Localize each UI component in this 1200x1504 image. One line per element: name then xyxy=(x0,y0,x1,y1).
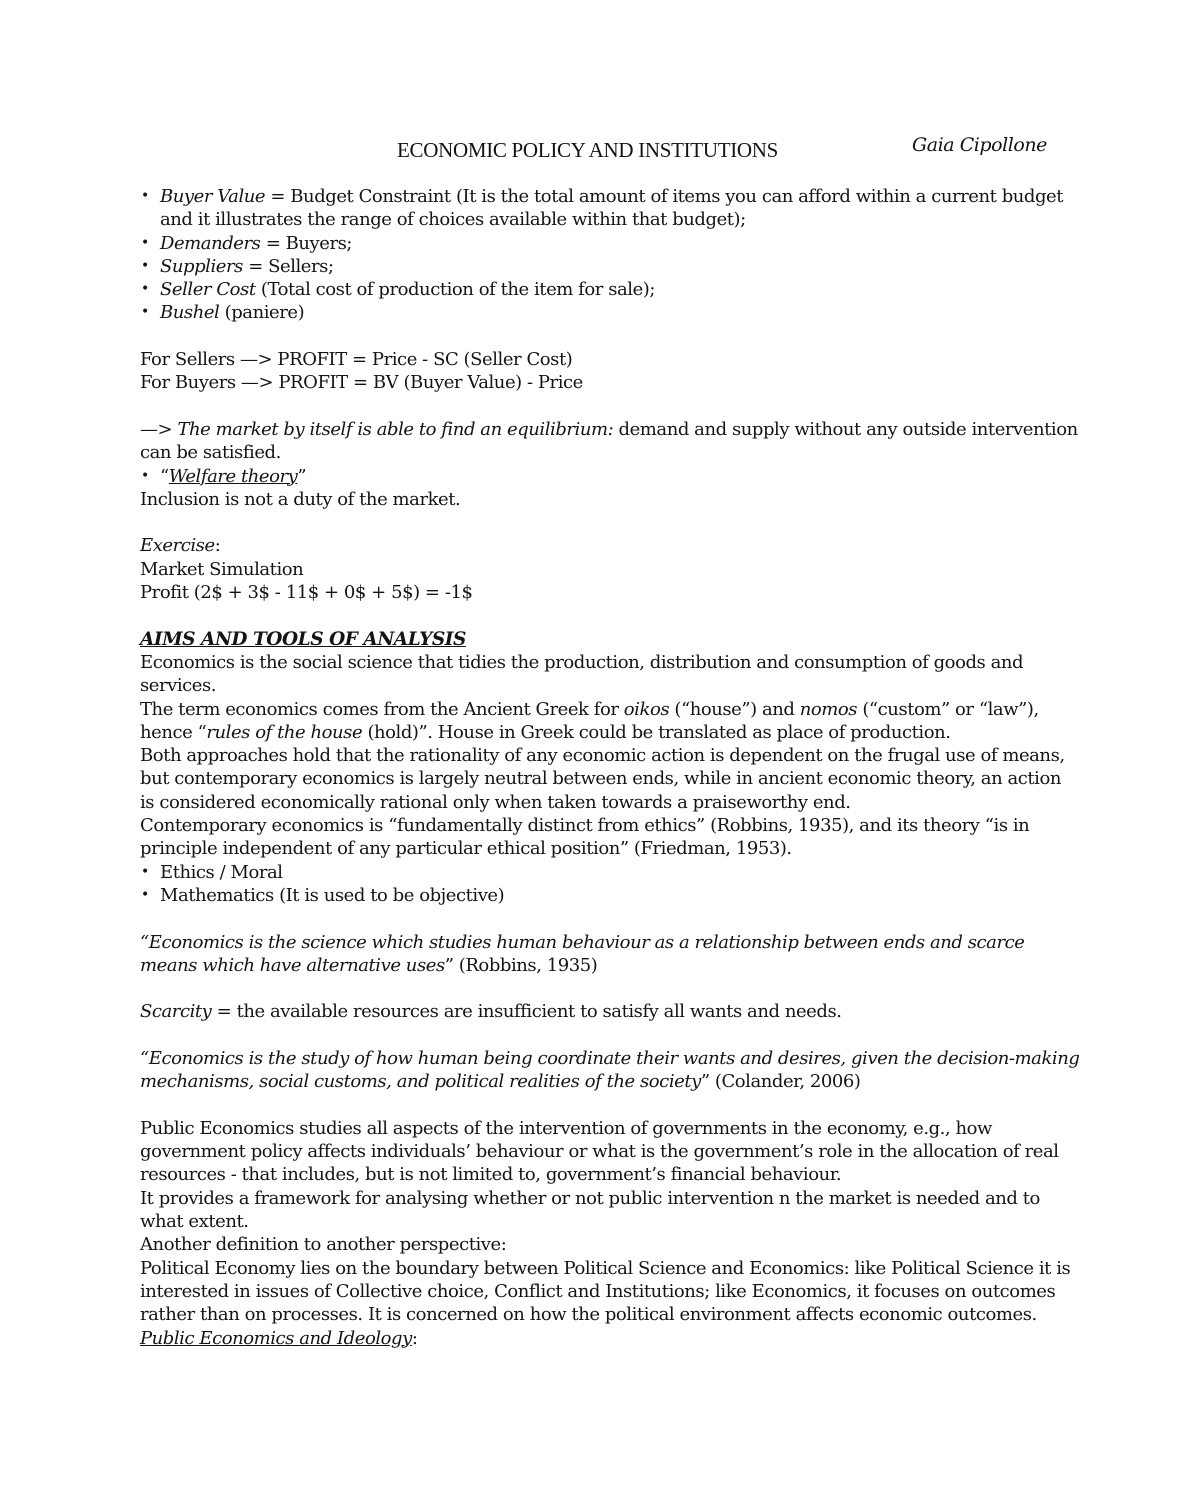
paragraph: Economics is the social science that tidies the production, distribution and consumption of goods and services. xyxy=(140,651,1024,697)
terms-list xyxy=(140,185,1080,325)
inclusion-note: Inclusion is not a duty of the market. xyxy=(140,488,461,510)
profit-buyers: For Buyers —> PROFIT = BV (Buyer Value) - Price xyxy=(140,372,583,394)
list-item: • Buyer Value = Budget Constraint (It is the total amount of items you can afford within a current budget and it illustrates the range of choices available within that budget); xyxy=(140,185,1080,232)
exercise-line: Profit (2$ + 3$ - 11$ + 0$ + 5$) = -1$ xyxy=(140,582,473,604)
paragraph: Another definition to another perspective: xyxy=(140,1234,507,1256)
list-item: • Bushel (paniere) xyxy=(140,301,1080,324)
scarcity-definition: Scarcity = the available resources are insufficient to satisfy all wants and needs. xyxy=(140,1001,842,1023)
subheading: Public Economics and Ideology: xyxy=(140,1327,418,1349)
paragraph: The term economics comes from the Ancient Greek for oikos (“house”) and nomos (“custom” or “law”), hence “rules of the house (hold)”. House in Greek could be translated as place of production. xyxy=(140,698,1039,743)
paragraph: It provides a framework for analysing whether or not public intervention n the market is needed and to what extent. xyxy=(140,1187,1040,1233)
paragraph: Public Economics studies all aspects of the intervention of governments in the economy, e.g., how government policy affects individuals’ behaviour or what is the government’s role in the allocation of real resources - that includes, but is not limited to, government’s financial behaviour. xyxy=(140,1117,1059,1186)
paragraph: Political Economy lies on the boundary between Political Science and Economics: like Political Science it is interested in issues of Collective choice, Conflict and Institutions; like Economics, it focuses on outcomes rather than on processes. It is concerned on how the political environment affects economic outcomes. xyxy=(140,1257,1071,1326)
author-name: Gaia Cipollone xyxy=(912,134,1047,156)
list-item: • Ethics / Moral xyxy=(140,861,1080,884)
paragraph: Contemporary economics is “fundamentally distinct from ethics” (Robbins, 1935), and its theory “is in principle independent of any particular ethical position” (Friedman, 1953). xyxy=(140,815,1030,860)
section-heading: AIMS AND TOOLS OF ANALYSIS xyxy=(140,628,466,650)
welfare-list xyxy=(140,465,1080,488)
paragraph: Both approaches hold that the rationality of any economic action is dependent on the frugal use of means, but contemporary economics is largely neutral between ends, while in ancient economic theory, an action is considered economically rational only when taken towards a praiseworthy end. xyxy=(140,745,1065,813)
exercise-label: Exercise: xyxy=(140,535,221,557)
market-equilibrium: —> The market by itself is able to find an equilibrium: demand and supply without any outside intervention can be satisfied. xyxy=(140,418,1078,464)
list-item: • Mathematics (It is used to be objective) xyxy=(140,884,1080,907)
list-item: • “Welfare theory” xyxy=(140,465,1080,488)
aims-list xyxy=(140,861,1080,908)
quote-colander: “Economics is the study of how human being coordinate their wants and desires, given the decision-making mechanisms, social customs, and political realities of the society” (Colander, 2006) xyxy=(140,1047,1080,1093)
list-item: • Seller Cost (Total cost of production of the item for sale); xyxy=(140,278,1080,301)
list-item: • Suppliers = Sellers; xyxy=(140,255,1080,278)
list-item: • Demanders = Buyers; xyxy=(140,232,1080,255)
document-body xyxy=(140,185,1080,1350)
profit-sellers: For Sellers —> PROFIT = Price - SC (Seller Cost) xyxy=(140,349,573,371)
document-title: ECONOMIC POLICY AND INSTITUTIONS xyxy=(397,138,779,162)
quote-robbins: “Economics is the science which studies human behaviour as a relationship between ends and scarce means which have alternative uses” (Robbins, 1935) xyxy=(140,931,1025,976)
exercise-line: Market Simulation xyxy=(140,558,304,580)
